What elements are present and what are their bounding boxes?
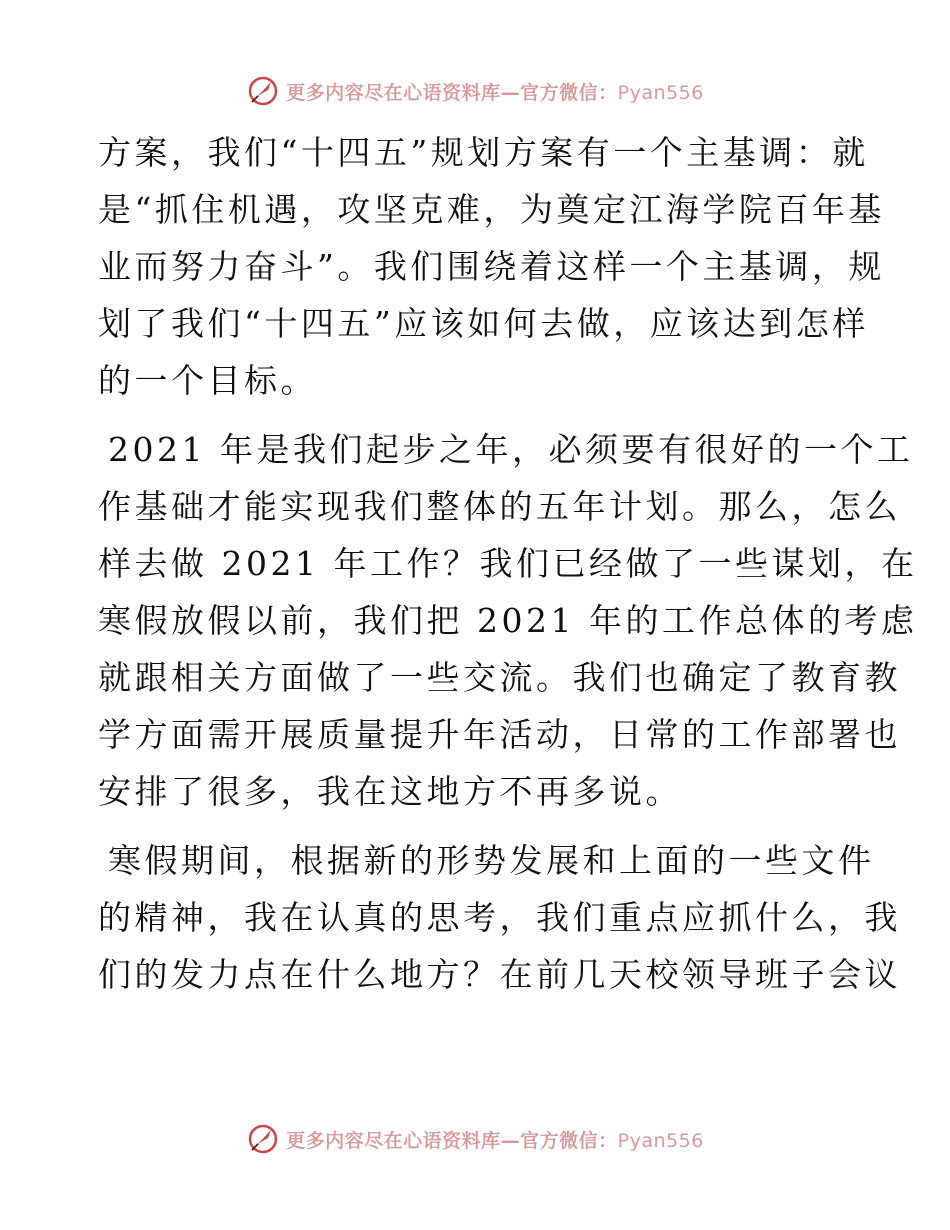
text-line: 2021 年是我们起步之年，必须要有很好的一个工 [108,430,914,469]
text-line: 作基础才能实现我们整体的五年计划。那么，怎么 [98,487,901,526]
text-line: 安排了很多，我在这地方不再多说。 [98,772,682,811]
text-line: 寒假期间，根据新的形势发展和上面的一些文件 [108,841,875,880]
text-line: 划了我们“十四五”应该如何去做，应该达到怎样 [98,304,869,343]
footer-watermark [0,1119,950,1159]
paragraph-1 [98,124,885,409]
paragraph-3 [98,832,901,1003]
text-line: 样去做 2021 年工作？我们已经做了一些谋划，在 [98,544,918,583]
document-body [98,124,918,1003]
text-line: 们的发力点在什么地方？在前几天校领导班子会议 [98,955,901,994]
text-line: 学方面需开展质量提升年活动，日常的工作部署也 [98,715,901,754]
quill-logo-icon [246,74,280,108]
watermark-brand: Pyan556 [617,1129,704,1152]
text-line: 是“抓住机遇，攻坚克难，为奠定江海学院百年基 [98,190,885,229]
text-line: 寒假放假以前，我们把 2021 年的工作总体的考虑 [98,601,918,640]
text-line: 就跟相关方面做了一些交流。我们也确定了教育教 [98,658,901,697]
watermark-text: 更多内容尽在心语资料库—官方微信：Pyan556 [286,1129,704,1152]
text-line: 的一个目标。 [98,361,317,400]
header-watermark [0,71,950,111]
text-line: 的精神，我在认真的思考，我们重点应抓什么，我 [98,898,901,937]
paragraph-2 [98,421,918,820]
quill-logo-icon [246,1122,280,1156]
text-line: 业而努力奋斗”。我们围绕着这样一个主基调，规 [98,247,885,286]
watermark-text: 更多内容尽在心语资料库—官方微信：Pyan556 [286,81,704,104]
watermark-brand: Pyan556 [617,81,704,104]
text-line: 方案，我们“十四五”规划方案有一个主基调：就 [98,133,869,172]
